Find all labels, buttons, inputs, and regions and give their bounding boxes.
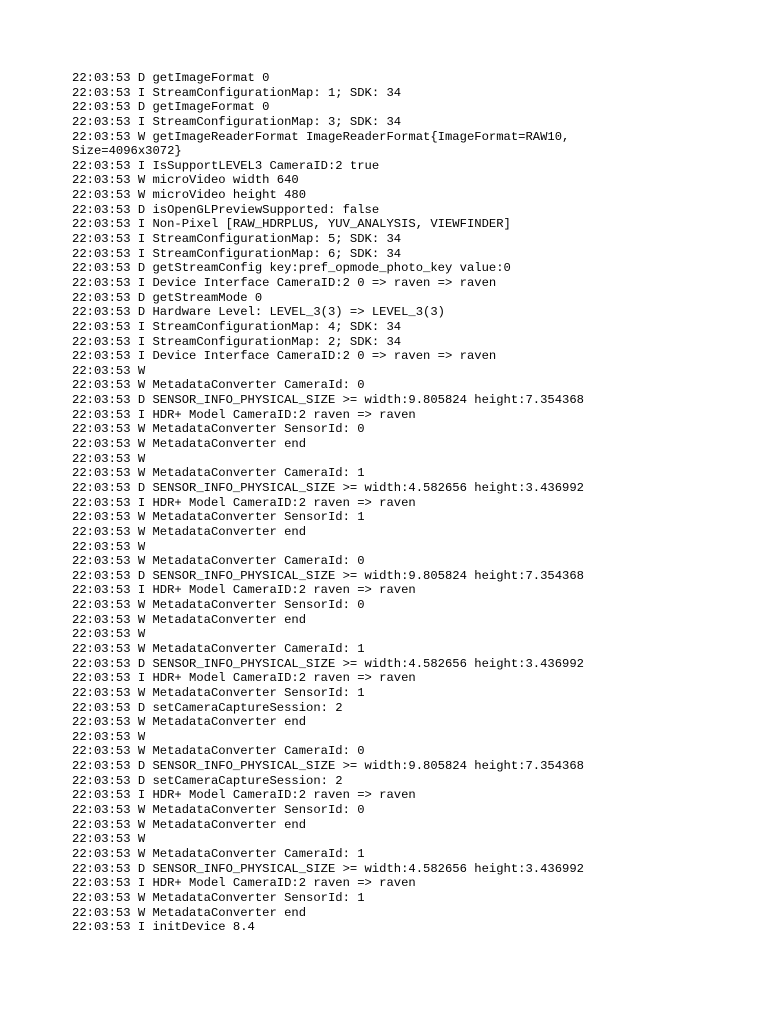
log-line: 22:03:53 W MetadataConverter CameraId: 0 xyxy=(72,554,365,569)
log-line: 22:03:53 I StreamConfigurationMap: 3; SDK: 34 xyxy=(72,114,402,129)
log-line: 22:03:53 D getStreamConfig key:pref_opmode_photo_key value:0 xyxy=(72,261,511,276)
log-line: 22:03:53 W getImageReaderFormat ImageReaderFormat{ImageFormat=RAW10, xyxy=(72,129,570,144)
log-line: 22:03:53 W MetadataConverter end xyxy=(72,437,307,452)
log-line: 22:03:53 D setCameraCaptureSession: 2 xyxy=(72,773,343,788)
log-line: 22:03:53 I StreamConfigurationMap: 6; SDK: 34 xyxy=(72,246,402,261)
log-line: 22:03:53 W MetadataConverter end xyxy=(72,524,307,539)
log-line: 22:03:53 W MetadataConverter CameraId: 1 xyxy=(72,466,365,481)
log-line: 22:03:53 I StreamConfigurationMap: 1; SDK: 34 xyxy=(72,85,402,100)
log-line: 22:03:53 W MetadataConverter end xyxy=(72,612,307,627)
log-line: 22:03:53 W MetadataConverter end xyxy=(72,817,307,832)
log-line: 22:03:53 W MetadataConverter end xyxy=(72,905,307,920)
log-line: 22:03:53 W microVideo height 480 xyxy=(72,188,307,203)
log-line: 22:03:53 D Hardware Level: LEVEL_3(3) => LEVEL_3(3) xyxy=(72,305,445,320)
log-line: 22:03:53 W xyxy=(72,363,146,378)
log-line: 22:03:53 W MetadataConverter SensorId: 1 xyxy=(72,510,365,525)
log-line: 22:03:53 W MetadataConverter SensorId: 0 xyxy=(72,598,365,613)
log-line: 22:03:53 I initDevice 8.4 xyxy=(72,920,255,935)
log-line: 22:03:53 I Device Interface CameraID:2 0 => raven => raven xyxy=(72,275,497,290)
log-line: 22:03:53 I HDR+ Model CameraID:2 raven => raven xyxy=(72,876,416,891)
log-line: 22:03:53 W MetadataConverter SensorId: 0 xyxy=(72,422,365,437)
log-line: 22:03:53 D getStreamMode 0 xyxy=(72,290,263,305)
log-line: 22:03:53 I StreamConfigurationMap: 4; SDK: 34 xyxy=(72,319,402,334)
log-line: 22:03:53 W MetadataConverter CameraId: 1 xyxy=(72,846,365,861)
log-line: 22:03:53 I HDR+ Model CameraID:2 raven => raven xyxy=(72,671,416,686)
log-line: 22:03:53 W xyxy=(72,729,146,744)
log-line: 22:03:53 W MetadataConverter CameraId: 0 xyxy=(72,378,365,393)
log-line: 22:03:53 W MetadataConverter end xyxy=(72,715,307,730)
log-line: 22:03:53 W xyxy=(72,832,146,847)
log-line: 22:03:53 D SENSOR_INFO_PHYSICAL_SIZE >= width:9.805824 height:7.354368 xyxy=(72,568,584,583)
log-line: 22:03:53 D getImageFormat 0 xyxy=(72,100,270,115)
log-line: 22:03:53 D SENSOR_INFO_PHYSICAL_SIZE >= width:9.805824 height:7.354368 xyxy=(72,759,584,774)
log-line: 22:03:53 W MetadataConverter SensorId: 1 xyxy=(72,890,365,905)
log-line: 22:03:53 W microVideo width 640 xyxy=(72,173,299,188)
log-line: 22:03:53 W xyxy=(72,539,146,554)
log-line: 22:03:53 W MetadataConverter SensorId: 0 xyxy=(72,803,365,818)
log-line: 22:03:53 I HDR+ Model CameraID:2 raven => raven xyxy=(72,407,416,422)
log-line: 22:03:53 D SENSOR_INFO_PHYSICAL_SIZE >= width:9.805824 height:7.354368 xyxy=(72,393,584,408)
log-line: 22:03:53 D SENSOR_INFO_PHYSICAL_SIZE >= width:4.582656 height:3.436992 xyxy=(72,480,584,495)
log-line: 22:03:53 I IsSupportLEVEL3 CameraID:2 true xyxy=(72,158,380,173)
log-line: 22:03:53 I Non-Pixel [RAW_HDRPLUS, YUV_ANALYSIS, VIEWFINDER] xyxy=(72,217,511,232)
log-line: 22:03:53 D SENSOR_INFO_PHYSICAL_SIZE >= width:4.582656 height:3.436992 xyxy=(72,656,584,671)
log-line: 22:03:53 D getImageFormat 0 xyxy=(72,71,270,85)
log-line: 22:03:53 W xyxy=(72,451,146,466)
log-line: 22:03:53 W MetadataConverter CameraId: 1 xyxy=(72,641,365,656)
log-line: 22:03:53 W xyxy=(72,627,146,642)
log-line: 22:03:53 D isOpenGLPreviewSupported: false xyxy=(72,202,380,217)
log-line: 22:03:53 W MetadataConverter CameraId: 0 xyxy=(72,744,365,759)
log-line: 22:03:53 I Device Interface CameraID:2 0 => raven => raven xyxy=(72,349,497,364)
log-line: 22:03:53 I HDR+ Model CameraID:2 raven => raven xyxy=(72,788,416,803)
log-line: 22:03:53 I HDR+ Model CameraID:2 raven => raven xyxy=(72,495,416,510)
log-line: 22:03:53 I HDR+ Model CameraID:2 raven => raven xyxy=(72,583,416,598)
log-line: 22:03:53 I StreamConfigurationMap: 5; SDK: 34 xyxy=(72,232,402,247)
log-line: 22:03:53 D SENSOR_INFO_PHYSICAL_SIZE >= width:4.582656 height:3.436992 xyxy=(72,861,584,876)
log-line: 22:03:53 I StreamConfigurationMap: 2; SDK: 34 xyxy=(72,334,402,349)
log-line: 22:03:53 W MetadataConverter SensorId: 1 xyxy=(72,685,365,700)
log-line: 22:03:53 D setCameraCaptureSession: 2 xyxy=(72,700,343,715)
log-line: Size=4096x3072} xyxy=(72,144,182,159)
log-output xyxy=(72,71,712,935)
